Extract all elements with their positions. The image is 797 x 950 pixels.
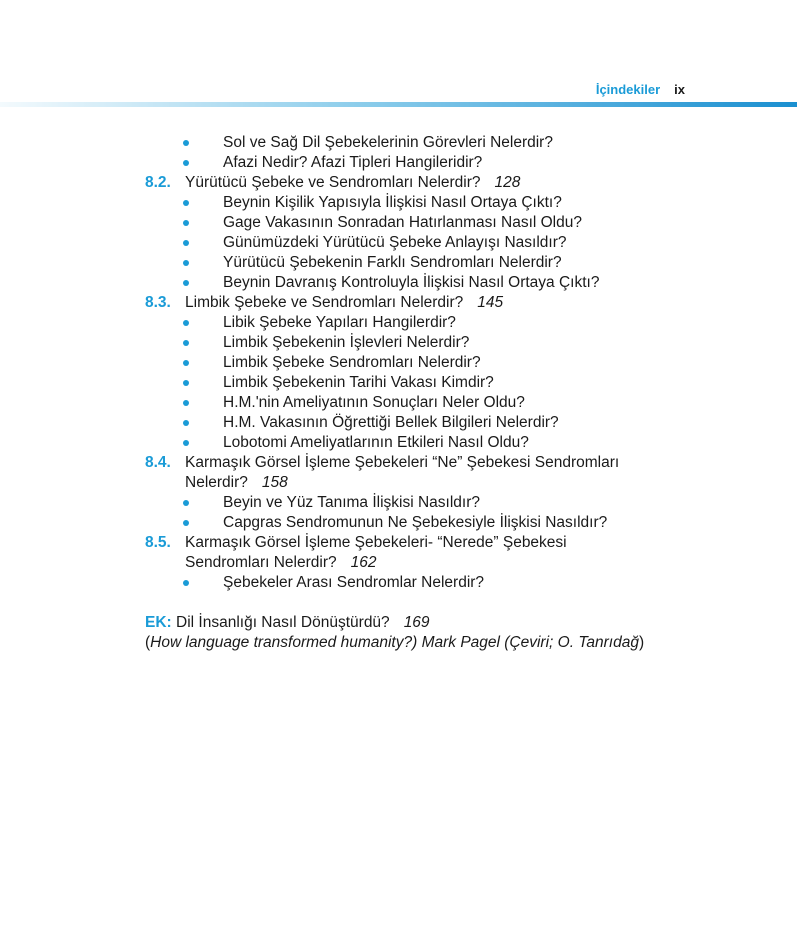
toc-bullet-item: Limbik Şebekenin Tarihi Vakası Kimdir? <box>145 373 685 393</box>
section-page: 162 <box>350 554 377 571</box>
toc-section-continuation <box>145 553 685 573</box>
toc-bullet-item: Beyin ve Yüz Tanıma İlişkisi Nasıldır? <box>145 493 685 513</box>
section-page: 128 <box>494 174 521 191</box>
bullet-icon <box>183 240 189 246</box>
bullet-icon <box>183 520 189 526</box>
appendix-page: 169 <box>403 614 430 631</box>
toc-section-8-3 <box>145 293 685 313</box>
toc-bullet-item: Beynin Kişilik Yapısıyla İlişkisi Nasıl Ortaya Çıktı? <box>145 193 685 213</box>
section-number: 8.5. <box>145 534 171 551</box>
section-title: Yürütücü Şebeke ve Sendromları Nelerdir? <box>185 174 481 191</box>
toc-bullet-item: Limbik Şebekenin İşlevleri Nelerdir? <box>145 333 685 353</box>
toc-bullet-item: Gage Vakasının Sonradan Hatırlanması Nasıl Oldu? <box>145 213 685 233</box>
section-number: 8.4. <box>145 454 171 471</box>
toc-section-8-2 <box>145 173 685 193</box>
toc-bullet-item: Günümüzdeki Yürütücü Şebeke Anlayışı Nasıldır? <box>145 233 685 253</box>
section-title: Limbik Şebeke ve Sendromları Nelerdir? <box>185 294 464 311</box>
section-page: 145 <box>477 294 504 311</box>
bullet-icon <box>183 340 189 346</box>
toc-bullet-item: H.M.'nin Ameliyatının Sonuçları Neler Oldu? <box>145 393 685 413</box>
bullet-icon <box>183 500 189 506</box>
toc-section-continuation <box>145 473 685 493</box>
appendix-subtitle: How language transformed humanity?) Mark Pagel (Çeviri; O. Tanrıdağ <box>150 634 639 651</box>
toc-appendix <box>145 613 685 633</box>
section-page: 158 <box>261 474 288 491</box>
toc-bullet-item: Limbik Şebeke Sendromları Nelerdir? <box>145 353 685 373</box>
section-gap <box>145 593 685 613</box>
toc-bullet-item: Lobotomi Ameliyatlarının Etkileri Nasıl Oldu? <box>145 433 685 453</box>
toc-bullet-item: Sol ve Sağ Dil Şebekelerinin Görevleri Nelerdir? <box>145 133 685 153</box>
bullet-icon <box>183 160 189 166</box>
bullet-icon <box>183 360 189 366</box>
toc-bullet-item: H.M. Vakasının Öğrettiği Bellek Bilgileri Nelerdir? <box>145 413 685 433</box>
bullet-icon <box>183 320 189 326</box>
section-number: 8.3. <box>145 294 171 311</box>
appendix-title: Dil İnsanlığı Nasıl Dönüştürdü? <box>176 614 390 631</box>
bullet-icon <box>183 260 189 266</box>
section-title-line2: Sendromları Nelerdir? <box>185 554 337 571</box>
toc-bullet-item: Capgras Sendromunun Ne Şebekesiyle İlişkisi Nasıldır? <box>145 513 685 533</box>
header-page-number: ix <box>674 82 685 97</box>
toc-section-8-4 <box>145 453 685 473</box>
section-title-line2: Nelerdir? <box>185 474 248 491</box>
section-title: Karmaşık Görsel İşleme Şebekeleri “Ne” Şebekesi Sendromları <box>185 454 620 471</box>
bullet-icon <box>183 280 189 286</box>
header-rule <box>0 102 797 107</box>
toc-section-8-5 <box>145 533 685 553</box>
toc-appendix-subtitle: (How language transformed humanity?) Mark Pagel (Çeviri; O. Tanrıdağ) <box>145 634 645 651</box>
section-number: 8.2. <box>145 174 171 191</box>
toc-bullet-item: Afazi Nedir? Afazi Tipleri Hangileridir? <box>145 153 685 173</box>
bullet-icon <box>183 220 189 226</box>
bullet-icon <box>183 420 189 426</box>
bullet-icon <box>183 380 189 386</box>
appendix-label: EK: <box>145 614 172 631</box>
toc-bullet-item: Şebekeler Arası Sendromlar Nelerdir? <box>145 573 685 593</box>
section-title: Karmaşık Görsel İşleme Şebekeleri- “Nerede” Şebekesi <box>185 534 567 551</box>
toc-bullet-item: Beynin Davranış Kontroluyla İlişkisi Nasıl Ortaya Çıktı? <box>145 273 685 293</box>
bullet-icon <box>183 140 189 146</box>
header-title: İçindekiler <box>595 82 661 97</box>
bullet-icon <box>183 580 189 586</box>
running-header <box>596 82 685 97</box>
table-of-contents <box>145 133 685 653</box>
bullet-icon <box>183 400 189 406</box>
toc-bullet-item: Yürütücü Şebekenin Farklı Sendromları Nelerdir? <box>145 253 685 273</box>
bullet-icon <box>183 200 189 206</box>
bullet-icon <box>183 440 189 446</box>
toc-bullet-item: Libik Şebeke Yapıları Hangilerdir? <box>145 313 685 333</box>
